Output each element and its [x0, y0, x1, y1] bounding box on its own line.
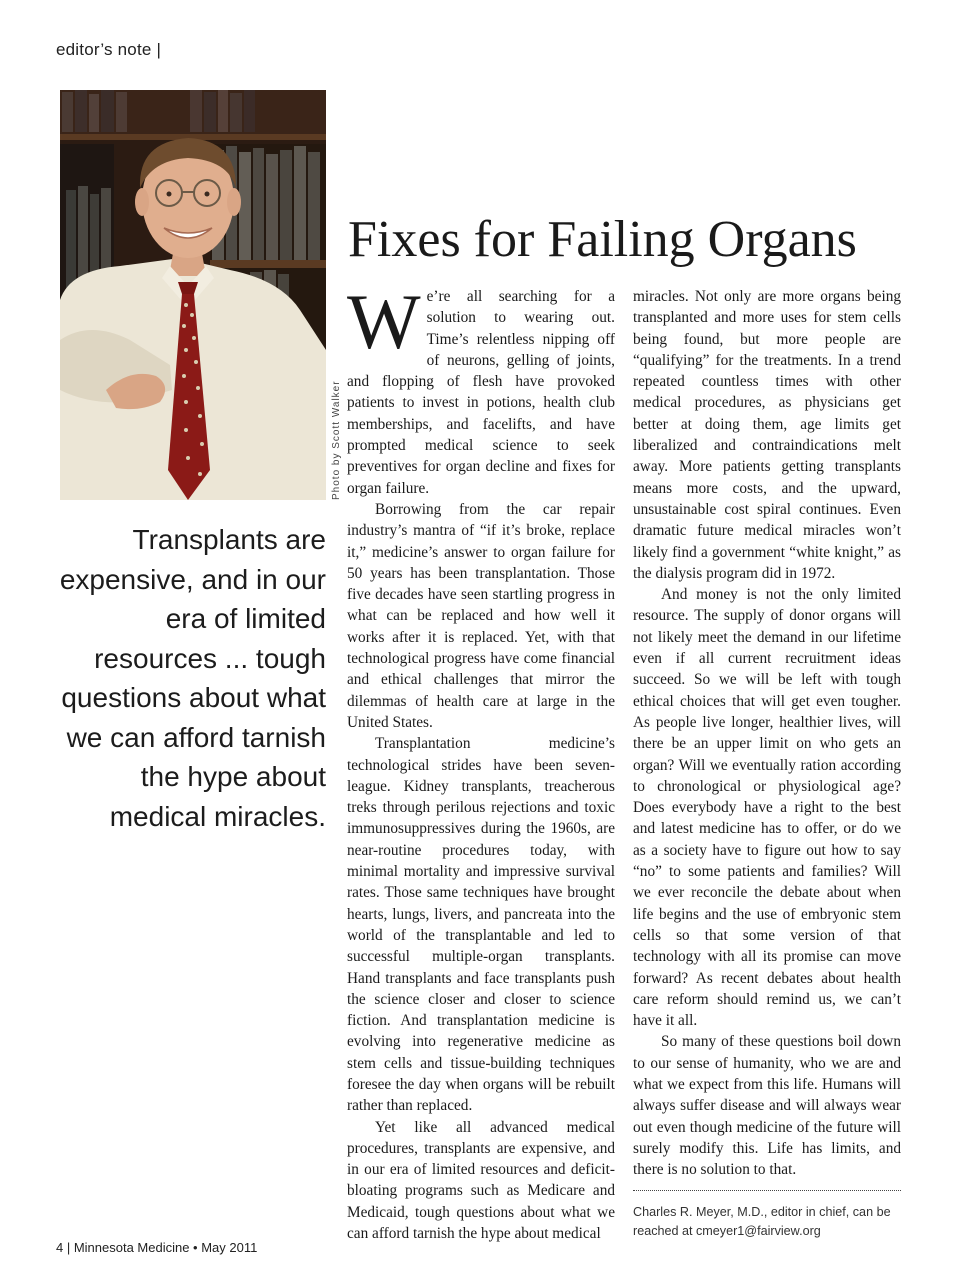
pull-quote: Transplants are expensive, and in our era of limited resources ... tough questions about what we can afford tarnish the hype about medical miracles. [59, 524, 326, 832]
article-paragraph-2: Borrowing from the car repair industry’s mantra of “if it’s broke, replace it,” medicine’s answer to organ failure for 50 years has been transplantation. Those five decades have seen startling progress in what can be replaced and how well it works after it is replaced. Yet, with that technological progress have come financial and ethical challenges that mirror the dilemmas of health care at large in the United States. [347, 500, 615, 731]
drop-cap: W [347, 278, 421, 365]
section-label: editor’s note | [56, 40, 162, 59]
page-footer: 4 | Minnesota Medicine • May 2011 [56, 1240, 258, 1255]
article-paragraph-1 [347, 278, 615, 499]
article-paragraph-7: So many of these questions boil down to our sense of humanity, who we are and what we expect from this life. Humans will always suffer disease and will always wear out even though medicine of the future will surely modify this. Life has limits, and there is no solution to that. [633, 1033, 901, 1179]
article-paragraph-4: Yet like all advanced medical procedures, transplants are expensive, and in our era of limited resources and deficit-bloating programs such as Medicare and Medicaid, tough questions about what we can afford tarnish the hype about medical [347, 1118, 615, 1243]
paragraph-1-text: e’re all searching for a solution to wearing out. Time’s relentless nipping off of neurons, gelling of joints, and flopping of flesh have provoked patients to invest in potions, health club memberships, and facelifts, and have prompted medical science to seek preventives for organ decline and fixes for organ failure. [347, 288, 615, 497]
article-paragraph-3: Transplantation medicine’s technological strides have been seven-league. Kidney transplants, treacherous treks through perilous rejections and toxic immunosuppressives during the 1960s, are near-routine procedures today, with minimal mortality and impressive survival rates. Those same techniques have brought hearts, lungs, livers, and pancreata into the world of the transplantable and led to successful multiple-organ transplants. Hand transplants and face transplants push the science closer and closer to science fiction. And transplantation medicine is evolving into regenerative medicine as stem cells and tissue-building techniques foresee the day when organs will be rebuilt rather than replaced. [347, 735, 615, 1115]
article-title: Fixes for Failing Organs [348, 211, 857, 268]
author-photo [60, 90, 326, 500]
article-paragraph-6: And money is not the only limited resource. The supply of donor organs will not likely meet the demand in our lifetime even if all current recruitment ideas succeed. So we will be left with tough ethical choices that will get even tougher. As people live longer, healthier lives, will there be an upper limit on who gets an organ? Will we eventually ration according to chronological or physiological age? Does everybody have a right to the best and latest medicine has to offer, or do we as a society have to figure out how to say “no” to some patients and families? Will we ever reconcile the debate about when life begins and the use of embryonic stem cells so that some version of that technology with all its promise can move forward? As recent debates about health care reform should remind us, we can’t have it all. [633, 586, 901, 1030]
editor-sign-off: Charles R. Meyer, M.D., editor in chief, can be reached at cmeyer1@fairview.org [633, 1205, 891, 1239]
dotted-divider [633, 1190, 901, 1191]
article-column-2 [633, 286, 901, 1241]
photo-credit: Photo by Scott Walker [331, 380, 342, 500]
portrait-illustration [60, 90, 326, 500]
article-column-1 [347, 278, 615, 1244]
article-paragraph-5: miracles. Not only are more organs being transplanted and more uses for stem cells being found, but more people are “qualifying” for the treatments. In a trend repeated countless times with other medical procedures, as physicians get better at doing them, age limits get liberalized and contraindications melt away. More patients getting transplants means more costs, and the upward, unsustainable cost spiral continues. Even dramatic future medical miracles won’t likely find a government “white knight,” as the dialysis program did in 1972. [633, 288, 901, 582]
